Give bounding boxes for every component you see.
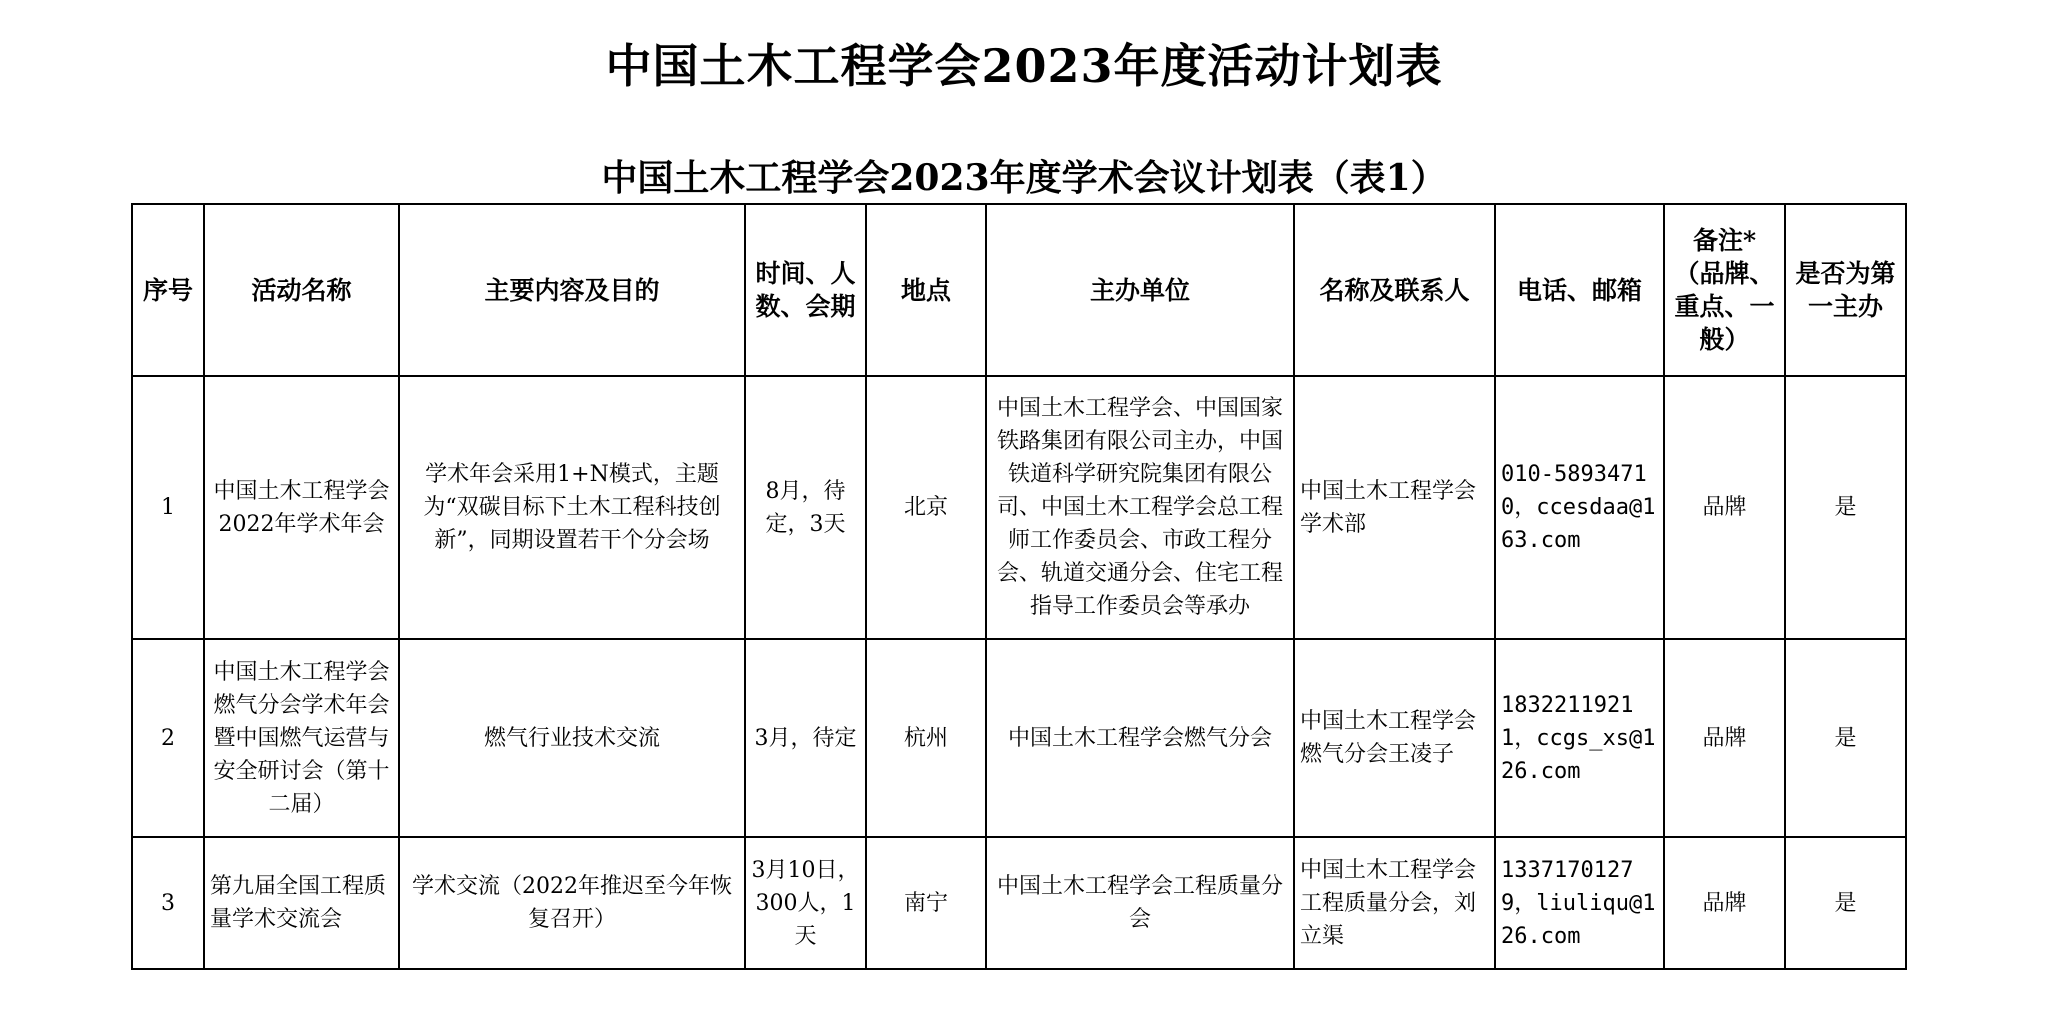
cell-activity-name: 第九届全国工程质量学术交流会 <box>204 837 399 969</box>
header-cell: 是否为第一主办 <box>1785 204 1906 376</box>
table-header-row <box>132 204 1906 376</box>
cell-content: 学术交流（2022年推迟至今年恢复召开） <box>399 837 745 969</box>
cell-no: 1 <box>132 376 204 639</box>
cell-contact: 中国土木工程学会工程质量分会，刘立渠 <box>1294 837 1495 969</box>
cell-contact: 中国土木工程学会学术部 <box>1294 376 1495 639</box>
cell-activity-name: 中国土木工程学会燃气分会学术年会暨中国燃气运营与安全研讨会（第十二届） <box>204 639 399 837</box>
cell-place: 杭州 <box>866 639 986 837</box>
cell-primary-host: 是 <box>1785 837 1906 969</box>
header-cell: 电话、邮箱 <box>1495 204 1664 376</box>
cell-phone-email: 13371701279，liuliqu@126.com <box>1495 837 1664 969</box>
cell-place: 北京 <box>866 376 986 639</box>
header-cell: 序号 <box>132 204 204 376</box>
cell-time: 3月，待定 <box>745 639 866 837</box>
table-row <box>132 639 1906 837</box>
cell-primary-host: 是 <box>1785 639 1906 837</box>
header-cell: 主要内容及目的 <box>399 204 745 376</box>
cell-activity-name: 中国土木工程学会2022年学术年会 <box>204 376 399 639</box>
header-cell: 名称及联系人 <box>1294 204 1495 376</box>
cell-phone-email: 010-58934710，ccesdaa@163.com <box>1495 376 1664 639</box>
header-cell: 活动名称 <box>204 204 399 376</box>
cell-place: 南宁 <box>866 837 986 969</box>
cell-primary-host: 是 <box>1785 376 1906 639</box>
cell-no: 3 <box>132 837 204 969</box>
page-title: 中国土木工程学会2023年度活动计划表 <box>605 39 1443 93</box>
cell-time: 8月，待定，3天 <box>745 376 866 639</box>
cell-host: 中国土木工程学会工程质量分会 <box>986 837 1294 969</box>
cell-contact: 中国土木工程学会燃气分会王凌子 <box>1294 639 1495 837</box>
table-row <box>132 376 1906 639</box>
cell-host: 中国土木工程学会、中国国家铁路集团有限公司主办，中国铁道科学研究院集团有限公司、中国土木工程学会总工程师工作委员会、市政工程分会、轨道交通分会、住宅工程指导工作委员会等承办 <box>986 376 1294 639</box>
cell-time: 3月10日，300人，1天 <box>745 837 866 969</box>
header-cell: 时间、人数、会期 <box>745 204 866 376</box>
cell-no: 2 <box>132 639 204 837</box>
table-row <box>132 837 1906 969</box>
cell-content: 燃气行业技术交流 <box>399 639 745 837</box>
cell-remark: 品牌 <box>1664 376 1785 639</box>
cell-phone-email: 18322119211，ccgs_xs@126.com <box>1495 639 1664 837</box>
cell-remark: 品牌 <box>1664 837 1785 969</box>
table-title: 中国土木工程学会2023年度学术会议计划表（表1） <box>601 157 1447 199</box>
header-cell: 主办单位 <box>986 204 1294 376</box>
cell-content: 学术年会采用1+N模式，主题为“双碳目标下土木工程科技创新”，同期设置若干个分会场 <box>399 376 745 639</box>
cell-host: 中国土木工程学会燃气分会 <box>986 639 1294 837</box>
cell-remark: 品牌 <box>1664 639 1785 837</box>
header-cell: 备注*（品牌、重点、一般） <box>1664 204 1785 376</box>
activity-plan-table <box>131 203 1907 970</box>
header-cell: 地点 <box>866 204 986 376</box>
